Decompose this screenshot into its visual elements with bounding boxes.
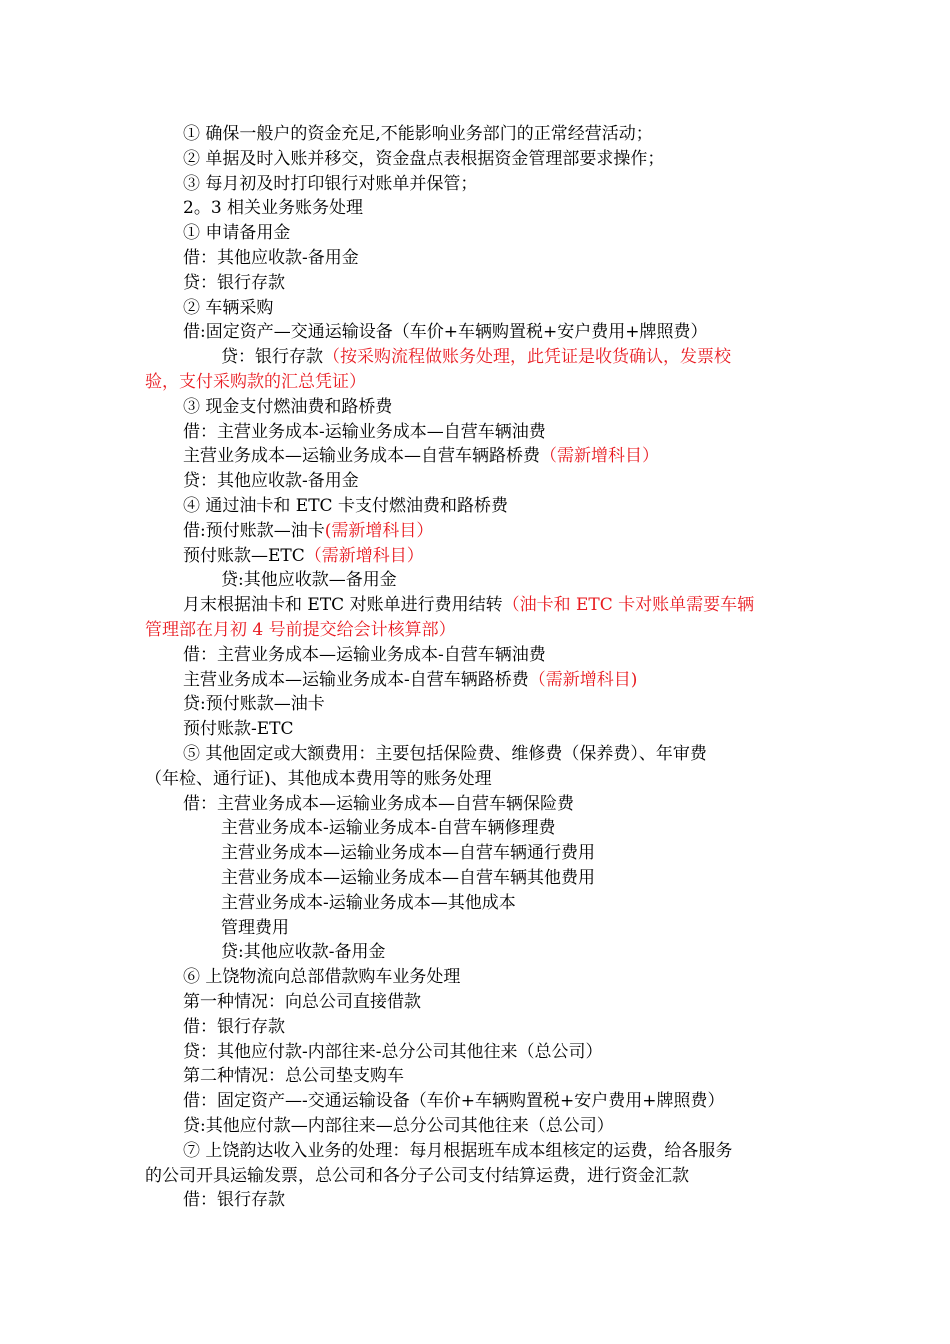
line-text: 借：银行存款 [183,1190,285,1210]
text-line [145,122,853,147]
line-text: ② 单据及时入账并移交，资金盘点表根据资金管理部要求操作； [183,149,665,169]
text-line [145,816,891,841]
text-line [145,1015,853,1040]
text-line [145,395,853,420]
line-text: 贷:预付账款—油卡 [183,694,325,714]
line-text: 贷：银行存款 [183,273,285,293]
line-text: 贷:其他应收款-备用金 [221,942,386,962]
text-line [145,1064,853,1089]
red-annotation: （需新增科目） [540,446,659,466]
text-line [145,345,891,370]
text-line [145,767,815,792]
text-line [145,444,853,469]
line-text: 主营业务成本—运输业务成本—自营车辆路桥费 [183,446,540,466]
text-line [145,544,853,569]
text-line [145,147,853,172]
line-text: 管理费用 [221,918,289,938]
line-text: 贷：银行存款 [221,347,323,367]
text-line [145,420,853,445]
text-line [145,1089,853,1114]
text-line [145,246,853,271]
line-text: 主营业务成本-运输业务成本-自营车辆修理费 [221,818,556,838]
text-line [145,643,853,668]
line-text: 贷：其他应收款-备用金 [183,471,359,491]
text-line [145,792,853,817]
text-line [145,296,853,321]
line-text: 借：主营业务成本—运输业务成本—自营车辆保险费 [183,794,574,814]
text-line [145,469,853,494]
line-text: ③ 每月初及时打印银行对账单并保管； [183,174,478,194]
text-line [145,172,853,197]
text-line [145,1139,853,1164]
text-line [145,866,891,891]
text-line [145,1040,853,1065]
red-annotation: （油卡和 ETC 卡对账单需要车辆 [502,595,755,615]
text-line [145,717,853,742]
line-text: 的公司开具运输发票，总公司和各分子公司支付结算运费，进行资金汇款 [145,1166,689,1186]
line-text: ① 申请备用金 [183,223,291,243]
line-text: 借：其他应收款-备用金 [183,248,359,268]
text-line [145,965,853,990]
line-text: 借：主营业务成本—运输业务成本-自营车辆油费 [183,645,546,665]
line-text: ③ 现金支付燃油费和路桥费 [183,397,393,417]
text-line [145,271,853,296]
red-annotation: （需新增科目) [528,670,638,690]
text-line [145,891,891,916]
line-text: 主营业务成本-运输业务成本—其他成本 [221,893,516,913]
red-annotation: 验，支付采购款的汇总凭证） [145,372,366,392]
text-line [145,990,853,1015]
line-text: 借：主营业务成本-运输业务成本—自营车辆油费 [183,422,546,442]
text-line [145,1164,815,1189]
text-line [145,618,815,643]
line-text: 2。3 相关业务账务处理 [183,198,364,218]
text-line [145,1188,853,1213]
text-line [145,692,853,717]
line-text: ① 确保一般户的资金充足,不能影响业务部门的正常经营活动； [183,124,653,144]
text-line [145,519,853,544]
text-line [145,668,853,693]
text-line [145,593,853,618]
line-text: 贷:其他应付款—内部往来—总分公司其他往来（总公司） [183,1116,614,1136]
text-line [145,568,891,593]
text-line [145,940,891,965]
line-text: （年检、通行证)、其他成本费用等的账务处理 [145,769,492,789]
text-line [145,742,853,767]
line-text: 主营业务成本—运输业务成本—自营车辆通行费用 [221,843,595,863]
text-line [145,221,853,246]
red-annotation: （需新增科目） [304,546,424,566]
text-line [145,1114,853,1139]
line-text: 第二种情况：总公司垫支购车 [183,1066,404,1086]
red-annotation: （按采购流程做账务处理，此凭证是收货确认，发票校 [323,347,731,367]
text-line [145,494,853,519]
line-text: ⑦ 上饶韵达收入业务的处理：每月根据班车成本组核定的运费，给各服务 [183,1141,733,1161]
line-text: 主营业务成本—运输业务成本-自营车辆路桥费 [183,670,529,690]
text-line [145,370,815,395]
line-text: ④ 通过油卡和 ETC 卡支付燃油费和路桥费 [183,496,508,516]
line-text: 预付账款-ETC [183,719,294,739]
line-text: 主营业务成本—运输业务成本—自营车辆其他费用 [221,868,595,888]
line-text: 借：银行存款 [183,1017,285,1037]
line-text: 贷:其他应收款—备用金 [221,570,397,590]
line-text: 借:预付账款—油卡 [183,521,325,541]
red-annotation: 管理部在月初 4 号前提交给会计核算部） [145,620,456,640]
line-text: 借：固定资产—-交通运输设备（车价+车辆购置税+安户费用+牌照费） [183,1091,725,1111]
line-text: 第一种情况：向总公司直接借款 [183,992,421,1012]
text-line [145,196,853,221]
line-text: 月末根据油卡和 ETC 对账单进行费用结转 [183,595,503,615]
line-text: ② 车辆采购 [183,298,274,318]
red-annotation: (需新增科目） [324,521,434,541]
line-text: 借:固定资产—交通运输设备（车价+车辆购置税+安户费用+牌照费） [183,322,708,342]
text-line [145,916,891,941]
line-text: ⑤ 其他固定或大额费用：主要包括保险费、维修费（保养费）、年审费 [183,744,707,764]
text-line [145,841,891,866]
line-text: 贷：其他应付款-内部往来-总分公司其他往来（总公司） [183,1042,603,1062]
text-line [145,320,853,345]
line-text: 预付账款—ETC [183,546,305,566]
line-text: ⑥ 上饶物流向总部借款购车业务处理 [183,967,461,987]
